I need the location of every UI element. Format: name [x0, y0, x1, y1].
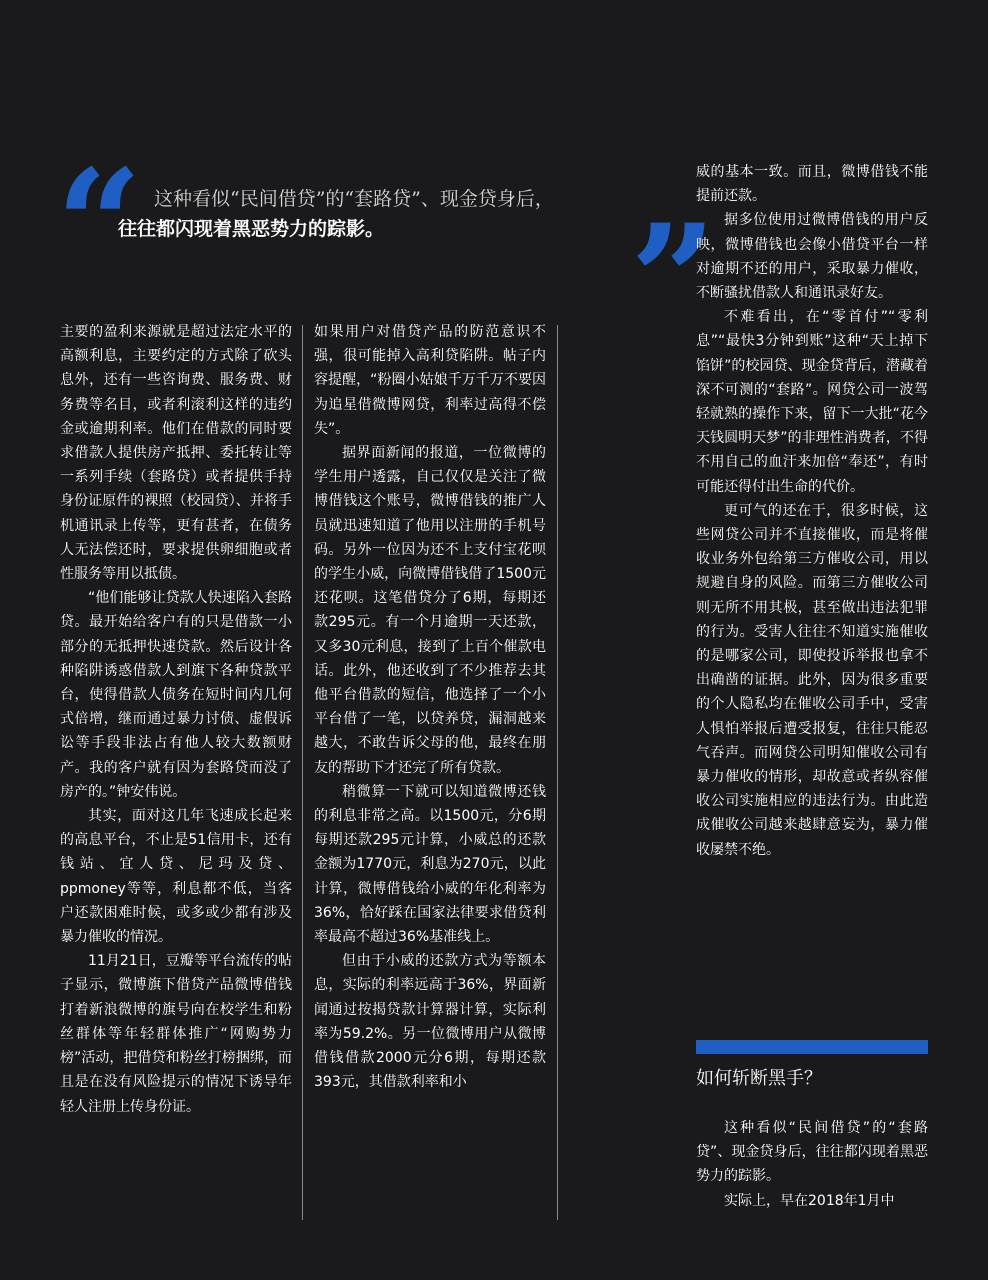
- paragraph: 稍微算一下就可以知道微博还钱的利息非常之高。以1500元，分6期每期还款295元计算，小威总的还款金额为1770元，利息为270元，以此计算，微博借钱给小威的年化利率为36%，恰好踩在国家法律要求借贷利率最高不超过36%基准线上。: [314, 783, 546, 946]
- close-quote-icon: ”: [630, 192, 717, 368]
- paragraph: “他们能够让贷款人快速陷入套路贷。最开始给客户有的只是借款一小部分的无抵押快速贷款。然后设计各种陷阱诱惑借款人到旗下各种贷款平台，使得借款人债务在短时间内几何式倍增，继而通过暴力讨债、虚假诉讼等手段非法占有他人较大数额财产。我的客户就有因为套路贷而没了房产的。”钟安伟说。: [60, 590, 292, 800]
- paragraph: 11月21日，豆瓣等平台流传的帖子显示，微博旗下借贷产品微博借钱打着新浪微博的旗号向在校学生和粉丝群体等年轻群体推广“网购势力榜”活动，把借贷和粉丝打榜捆绑，而且是在没有风险提示的情况下诱导年轻人注册上传身份证。: [60, 953, 292, 1115]
- pull-quote-line-2: 往往都闪现着黑恶势力的踪影。: [118, 218, 385, 240]
- paragraph: 不难看出，在“零首付”“零利息”“最快3分钟到账”这种“天上掉下馅饼”的校园贷、现金贷背后，潜藏着深不可测的“套路”。网贷公司一波驾轻就熟的操作下来，留下一大批“花今天钱圆明天梦”的非理性消费者，不得不用自己的血汗来加倍“奉还”，有时可能还得付出生命的代价。: [696, 309, 928, 495]
- section-body: [696, 1116, 928, 1213]
- column-3: [696, 160, 928, 862]
- column-divider: [557, 325, 558, 1220]
- paragraph: 据多位使用过微博借钱的用户反映，微博借钱也会像小借贷平台一样对逾期不还的用户，采取暴力催收，不断骚扰借款人和通讯录好友。: [696, 212, 928, 302]
- section-bar: [696, 1040, 928, 1054]
- paragraph: 其实，面对这几年飞速成长起来的高息平台，不止是51信用卡，还有钱站、宜人贷、尼玛及贷、ppmoney等等，利息都不低，当客户还款困难时候，或多或少都有涉及暴力催收的情况。: [60, 808, 292, 946]
- open-quote-icon: “: [56, 137, 143, 313]
- paragraph: 这种看似“民间借贷”的“套路贷”、现金贷身后，往往都闪现着黑恶势力的踪影。: [696, 1120, 928, 1185]
- section-title: 如何斩断黑手？: [696, 1068, 822, 1089]
- paragraph: 但由于小威的还款方式为等额本息，实际的利率远高于36%，界面新闻通过按揭贷款计算器计算，实际利率为59.2%。另一位微博用户从微博借钱借款2000元分6期，每期还款393元，其借款利率和小: [314, 953, 546, 1091]
- column-2: [314, 320, 546, 1095]
- pull-quote: [118, 184, 618, 244]
- paragraph: 主要的盈利来源就是超过法定水平的高额利息，主要约定的方式除了砍头息外，还有一些咨询费、服务费、财务费等名目，或者利滚利这样的违约金或逾期利率。他们在借款的同时要求借款人提供房产抵押、委托转让等一系列手续（套路贷）或者提供手持身份证原件的裸照（校园贷）、并将手机通讯录上传等，更有甚者，在债务人无法偿还时，要求提供卵细胞或者性服务等用以抵债。: [60, 324, 292, 583]
- paragraph: 如果用户对借贷产品的防范意识不强，很可能掉入高利贷陷阱。帖子内容提醒，“粉圈小姑娘千万千万不要因为追星借微博网贷，利率过高得不偿失”。: [314, 324, 546, 437]
- column-divider: [302, 325, 303, 1220]
- paragraph: 更可气的还在于，很多时候，这些网贷公司并不直接催收，而是将催收业务外包给第三方催收公司，用以规避自身的风险。而第三方催收公司则无所不用其极，甚至做出违法犯罪的行为。受害人往往不知道实施催收的是哪家公司，即使投诉举报也拿不出确凿的证据。此外，因为很多重要的个人隐私均在催收公司手中，受害人惧怕举报后遭受报复，往往只能忍气吞声。而网贷公司明知催收公司有暴力催收的情形，却故意或者纵容催收公司实施相应的违法行为。由此造成催收公司越来越肆意妄为，暴力催收屡禁不绝。: [696, 502, 928, 858]
- paragraph: 威的基本一致。而且，微博借钱不能提前还款。: [696, 164, 928, 205]
- column-1: [60, 320, 292, 1119]
- pull-quote-line-1: 这种看似“民间借贷”的“套路贷”、现金贷身后，: [154, 188, 554, 210]
- paragraph: 实际上，早在2018年1月中: [724, 1192, 895, 1209]
- paragraph: 据界面新闻的报道，一位微博的学生用户透露，自己仅仅是关注了微博借钱这个账号，微博借钱的推广人员就迅速知道了他用以注册的手机号码。另外一位因为还不上支付宝花呗的学生小威，向微博借钱借了1500元还花呗。这笔借贷分了6期，每期还款295元。有一个月逾期一天还款，又多30元利息，接到了上百个催款电话。此外，他还收到了不少推荐去其他平台借款的短信，他选择了一个小平台借了一笔，以贷养贷，漏洞越来越大，不敢告诉父母的他，最终在朋友的帮助下才还完了所有贷款。: [314, 445, 546, 776]
